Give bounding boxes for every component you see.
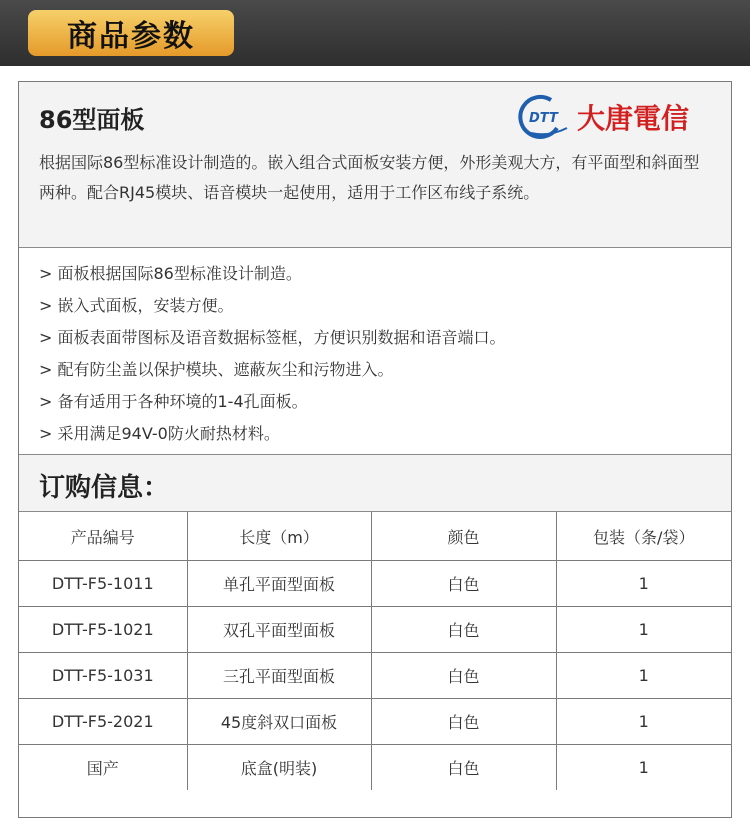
table-row <box>19 607 731 653</box>
cell-product-code: DTT-F5-1011 <box>19 561 187 607</box>
feature-item: > 备有适用于各种环境的1-4孔面板。 <box>39 392 308 411</box>
header-bar <box>0 0 750 66</box>
cell-product-code: DTT-F5-2021 <box>19 699 187 745</box>
cell-package: 1 <box>556 745 731 791</box>
divider <box>19 247 731 248</box>
product-title: 86型面板 <box>39 106 145 134</box>
cell-color: 白色 <box>371 653 556 699</box>
cell-color: 白色 <box>371 745 556 791</box>
cell-product-code: DTT-F5-1021 <box>19 607 187 653</box>
header-product-code: 产品编号 <box>19 512 187 561</box>
cell-package: 1 <box>556 653 731 699</box>
header-package: 包装（条/袋） <box>556 512 731 561</box>
table-row <box>19 653 731 699</box>
section-tab <box>28 10 234 56</box>
feature-item: > 面板表面带图标及语音数据标签框，方便识别数据和语音端口。 <box>39 328 506 347</box>
feature-item: > 面板根据国际86型标准设计制造。 <box>39 264 302 283</box>
cell-length: 45度斜双口面板 <box>187 699 371 745</box>
feature-item: > 嵌入式面板，安装方便。 <box>39 296 234 315</box>
feature-item: > 采用满足94V-0防火耐热材料。 <box>39 424 280 443</box>
product-panel <box>18 81 732 818</box>
cell-color: 白色 <box>371 607 556 653</box>
feature-item: > 配有防尘盖以保护模块、遮蔽灰尘和污物进入。 <box>39 360 394 379</box>
product-description: 根据国际86型标准设计制造的。嵌入组合式面板安装方便，外形美观大方，有平面型和斜面型两种。配合RJ45模块、语音模块一起使用，适用于工作区布线子系统。 <box>39 153 700 202</box>
table-row <box>19 561 731 607</box>
cell-package: 1 <box>556 699 731 745</box>
cell-length: 单孔平面型面板 <box>187 561 371 607</box>
cell-length: 双孔平面型面板 <box>187 607 371 653</box>
cell-color: 白色 <box>371 561 556 607</box>
feature-list <box>39 258 719 450</box>
table-row <box>19 699 731 745</box>
dtt-logo <box>517 94 707 140</box>
cell-product-code: 国产 <box>19 745 187 791</box>
logo-calligraphy: 大唐電信 <box>577 102 690 135</box>
section-tab-label: 商品参数 <box>67 19 195 54</box>
logo-text: DTT <box>529 111 558 126</box>
table-header-row <box>19 512 731 561</box>
cell-package: 1 <box>556 561 731 607</box>
cell-color: 白色 <box>371 699 556 745</box>
cell-package: 1 <box>556 607 731 653</box>
cell-product-code: DTT-F5-1031 <box>19 653 187 699</box>
header-length: 长度（m） <box>187 512 371 561</box>
order-table <box>19 512 731 790</box>
table-row <box>19 745 731 791</box>
order-title: 订购信息： <box>39 473 170 503</box>
cell-length: 三孔平面型面板 <box>187 653 371 699</box>
cell-length: 底盒(明装) <box>187 745 371 791</box>
header-color: 颜色 <box>371 512 556 561</box>
